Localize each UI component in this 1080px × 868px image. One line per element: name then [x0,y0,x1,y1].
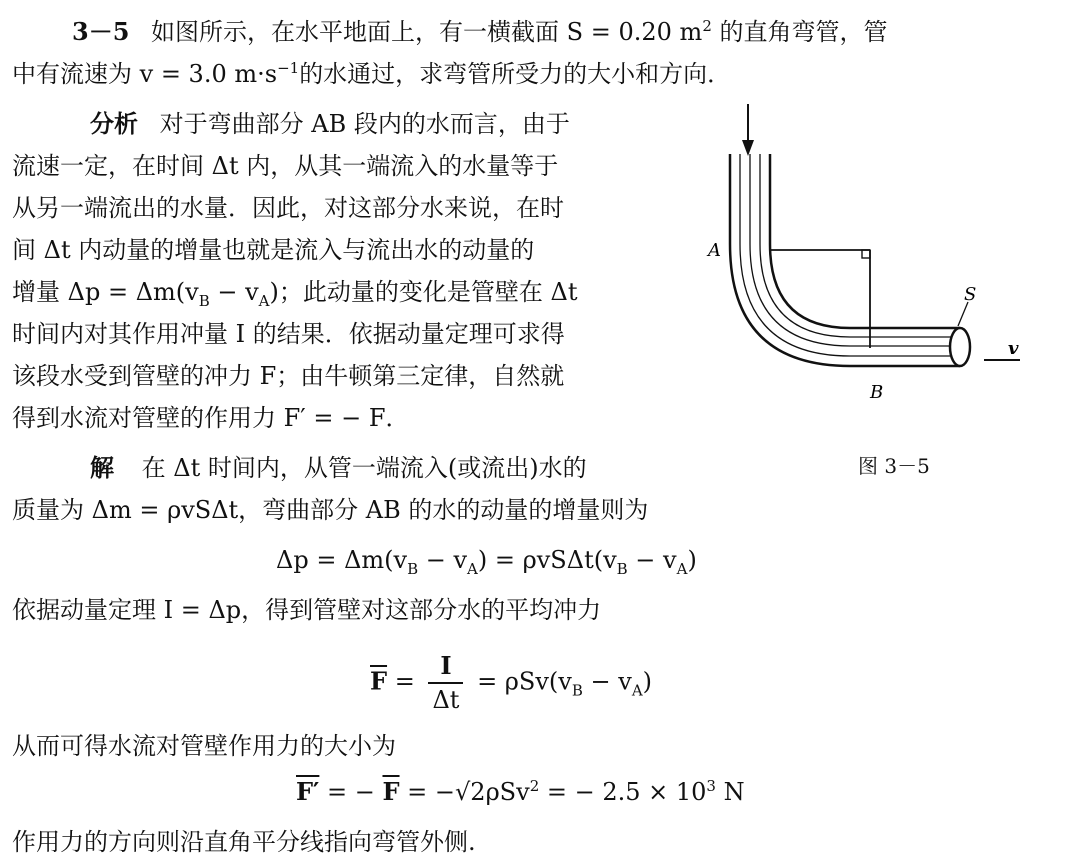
analysis-line-5: 增量 $\Delta p = \Delta m(v_B - v_A)$；此动量的变化是管壁在 Δt [12,278,578,310]
analysis-line-7: 该段水受到管壁的冲力 F；由牛顿第三定律，自然就 [12,362,565,390]
cross-section-ellipse [950,328,970,366]
analysis-line-3: 从另一端流出的水量．因此，对这部分水来说，在时 [12,194,564,222]
analysis-label: 分析 [90,109,138,138]
problem-number: 3－5 [72,17,130,46]
flow-line-3 [760,154,956,337]
solution-line-5: 作用力的方向则沿直角平分线指向弯管外侧. [12,828,476,856]
analysis-line-4: 间 Δt 内动量的增量也就是流入与流出水的动量的 [12,236,535,264]
pipe-inner-wall [770,154,960,328]
label-B: B [870,382,884,403]
problem-line-2: 中有流速为 v = 3.0 $m\cdot s^{-1}$的水通过，求弯管所受力的大小和方向． [12,59,732,88]
equation-average-force: $\overline{F}$ = $\frac{I}{\Delta t}$ = $\rho Sv(v_B - v_A)$ [370,651,653,714]
figure-caption: 图 3－5 [858,454,930,478]
solution-label: 解 [90,453,114,482]
analysis-line-6: 时间内对其作用冲量 I 的结果．依据动量定理可求得 [12,320,565,348]
label-A: A [708,240,721,261]
label-S: S [964,284,977,305]
s-pointer-line [958,302,968,326]
solution-line-2: 质量为 Δm = ρvSΔt，弯曲部分 AB 的水的动量的增量则为 [12,496,649,524]
solution-line-4: 从而可得水流对管壁作用力的大小为 [12,732,396,760]
right-angle-marker [862,250,870,258]
solution-line-1: 解 在 Δt 时间内，从管一端流入(或流出)水的 [90,453,587,482]
problem-line-1: 3－5 如图所示，在水平地面上，有一横截面 S = 0.20 $m^2$ 的直角弯管，管 [72,17,888,46]
equation-reaction-force: F′ = − $\overline{F} = -√2\rho Sv^2$ = − $2.5 \times 10^3$ N [296,777,745,806]
analysis-line-8: 得到水流对管壁的作用力 F′ = − F． [12,404,410,432]
inflow-arrowhead [742,140,754,156]
pipe-outer-wall [730,154,960,366]
flow-line-1 [740,154,956,356]
analysis-line-1: 分析 对于弯曲部分 AB 段内的水而言，由于 [90,109,570,138]
bent-pipe-figure [690,104,1020,434]
fraction-impulse-over-time: $\frac{I}{\Delta t}$ [428,650,463,716]
label-v: v [1008,338,1019,359]
equation-momentum-change: $\Delta p = \Delta m(v_B - v_A) = \rho vS\Delta t(v_B - v_A)$ [276,546,697,578]
solution-line-3: 依据动量定理 I = Δp，得到管壁对这部分水的平均冲力 [12,596,602,624]
analysis-line-2: 流速一定，在时间 Δt 内，从其一端流入的水量等于 [12,152,559,180]
